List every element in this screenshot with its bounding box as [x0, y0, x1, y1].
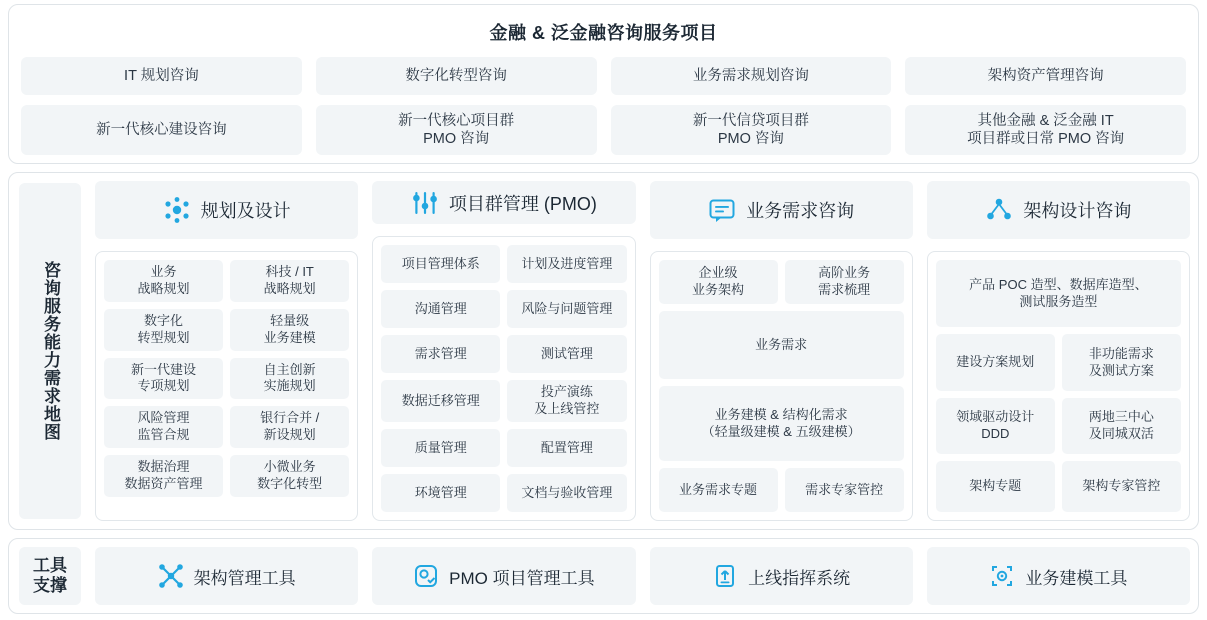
- top-row-2: [21, 105, 1186, 155]
- capability-cell[interactable]: 测试管理: [507, 335, 626, 373]
- sliders-icon: [411, 189, 439, 217]
- column-body: [95, 251, 358, 521]
- capability-cell[interactable]: 环境管理: [381, 474, 500, 512]
- scissors-node-icon: [158, 563, 184, 589]
- cell-row: [936, 334, 1181, 390]
- capability-cell[interactable]: 风险与问题管理: [507, 290, 626, 328]
- top-cell-line1: 新一代核心建设咨询: [96, 121, 227, 138]
- column-business-requirements: [650, 181, 913, 521]
- cell-row: [659, 468, 904, 512]
- capability-cell[interactable]: 风险管理 监管合规: [104, 406, 223, 448]
- column-header[interactable]: [650, 181, 913, 239]
- upload-doc-icon: [712, 563, 738, 589]
- column-header[interactable]: [372, 181, 635, 224]
- gear-check-icon: [413, 563, 439, 589]
- tool-item[interactable]: [372, 547, 635, 605]
- capability-cell[interactable]: 高阶业务 需求梳理: [785, 260, 904, 304]
- capability-cell[interactable]: 业务建模 & 结构化需求 （轻量级建模 & 五级建模）: [659, 386, 904, 461]
- top-cell[interactable]: 架构资产管理咨询: [905, 57, 1186, 95]
- capability-cell[interactable]: 沟通管理: [381, 290, 500, 328]
- top-cell-line1: 新一代核心项目群: [398, 112, 515, 129]
- capability-cell[interactable]: 两地三中心 及同城双活: [1062, 398, 1181, 454]
- capability-cell[interactable]: 需求专家管控: [785, 468, 904, 512]
- capability-map-panel: [8, 172, 1199, 530]
- capability-cell[interactable]: 建设方案规划: [936, 334, 1055, 390]
- top-cell[interactable]: [905, 105, 1186, 155]
- capability-cell[interactable]: 领域驱动设计 DDD: [936, 398, 1055, 454]
- tool-item[interactable]: [95, 547, 358, 605]
- capability-cell[interactable]: 企业级 业务架构: [659, 260, 778, 304]
- cell-row: [936, 398, 1181, 454]
- capability-cell[interactable]: 项目管理体系: [381, 245, 500, 283]
- capability-cell[interactable]: 计划及进度管理: [507, 245, 626, 283]
- top-cell[interactable]: IT 规划咨询: [21, 57, 302, 95]
- top-cell[interactable]: 数字化转型咨询: [316, 57, 597, 95]
- column-body: [927, 251, 1190, 521]
- column-body: [650, 251, 913, 521]
- model-frame-icon: [989, 563, 1015, 589]
- top-row-1: [21, 57, 1186, 95]
- top-panel: [8, 4, 1199, 164]
- top-cell-line1: 新一代信贷项目群: [692, 112, 809, 129]
- speech-bubble-icon: [708, 196, 736, 224]
- capability-cell[interactable]: 需求管理: [381, 335, 500, 373]
- side-label-text: 咨询服务能力需求地图: [41, 261, 61, 441]
- capability-cell[interactable]: 新一代建设 专项规划: [104, 358, 223, 400]
- column-title: 架构设计咨询: [1023, 201, 1132, 221]
- column-title: 业务需求咨询: [746, 201, 855, 221]
- top-cell-line2: PMO 咨询: [717, 131, 784, 147]
- top-cell-line2: 项目群或日常 PMO 咨询: [967, 131, 1125, 147]
- capability-cell[interactable]: 数据迁移管理: [381, 380, 500, 422]
- capability-cell[interactable]: 投产演练 及上线管控: [507, 380, 626, 422]
- tool-label: 上线指挥系统: [748, 568, 851, 588]
- capability-cell[interactable]: 产品 POC 造型、数据库造型、 测试服务造型: [936, 260, 1181, 327]
- cell-grid: [104, 260, 349, 497]
- tool-list: [87, 547, 1190, 605]
- capability-cell[interactable]: 文档与验收管理: [507, 474, 626, 512]
- capability-cell[interactable]: 数字化 转型规划: [104, 309, 223, 351]
- capability-cell[interactable]: 业务 战略规划: [104, 260, 223, 302]
- tool-label: 架构管理工具: [193, 568, 296, 588]
- capability-cell[interactable]: 科技 / IT 战略规划: [230, 260, 349, 302]
- capability-cell[interactable]: 小微业务 数字化转型: [230, 455, 349, 497]
- hierarchy-icon: [985, 196, 1013, 224]
- capability-cell[interactable]: 业务需求专题: [659, 468, 778, 512]
- column-program-management: [372, 181, 635, 521]
- capability-cell[interactable]: 数据治理 数据资产管理: [104, 455, 223, 497]
- capability-cell[interactable]: 非功能需求 及测试方案: [1062, 334, 1181, 390]
- capability-columns: [87, 181, 1190, 521]
- top-cell[interactable]: [316, 105, 597, 155]
- column-title: 项目群管理 (PMO): [448, 193, 597, 214]
- cell-row: [936, 461, 1181, 512]
- capability-map-side-label: [19, 183, 81, 519]
- top-cell[interactable]: [611, 105, 892, 155]
- network-nodes-icon: [163, 196, 191, 224]
- column-body: [372, 236, 635, 521]
- top-cell[interactable]: 业务需求规划咨询: [611, 57, 892, 95]
- capability-cell[interactable]: 质量管理: [381, 429, 500, 467]
- tool-support-panel: [8, 538, 1199, 614]
- column-planning-design: [95, 181, 358, 521]
- column-header[interactable]: [927, 181, 1190, 239]
- tool-label: 业务建模工具: [1025, 568, 1128, 588]
- column-header[interactable]: [95, 181, 358, 239]
- top-cell[interactable]: [21, 105, 302, 155]
- cell-row: [659, 260, 904, 304]
- capability-cell[interactable]: 配置管理: [507, 429, 626, 467]
- tool-item[interactable]: [927, 547, 1190, 605]
- tool-support-label: 工具 支撑: [19, 547, 81, 605]
- top-cell-line1: 其他金融 & 泛金融 IT: [977, 112, 1114, 129]
- top-cell-line2: PMO 咨询: [423, 131, 490, 147]
- capability-cell[interactable]: 轻量级 业务建模: [230, 309, 349, 351]
- column-architecture-design: [927, 181, 1190, 521]
- capability-cell[interactable]: 架构专家管控: [1062, 461, 1181, 512]
- page-title: 金融 & 泛金融咨询服务项目: [489, 23, 718, 43]
- tool-label: PMO 项目管理工具: [449, 568, 595, 588]
- capability-cell[interactable]: 自主创新 实施规划: [230, 358, 349, 400]
- cell-grid: [381, 245, 626, 512]
- column-title: 规划及设计: [200, 201, 291, 221]
- capability-cell[interactable]: 架构专题: [936, 461, 1055, 512]
- capability-cell[interactable]: 银行合并 / 新设规划: [230, 406, 349, 448]
- tool-item[interactable]: [650, 547, 913, 605]
- capability-cell[interactable]: 业务需求: [659, 311, 904, 379]
